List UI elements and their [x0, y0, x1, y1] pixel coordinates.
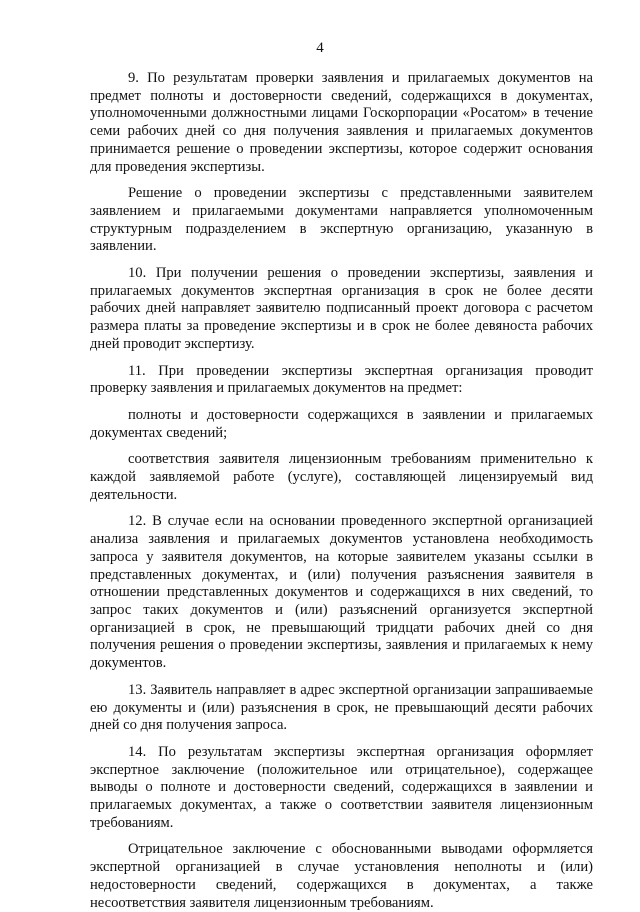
paragraph-11: 11. При проведении экспертизы экспертная организация проводит проверку заявления и прилагаемых документов на предмет:: [90, 362, 593, 397]
paragraph-14: 14. По результатам экспертизы экспертная организация оформляет экспертное заключение (положительное или отрицательное), содержащее выводы о полноте и достоверности сведений, содержащихся в заявлении и прилагаемых документах, а также о соответствии заявителя лицензионным требованиям.: [90, 743, 593, 831]
paragraph-9: 9. По результатам проверки заявления и прилагаемых документов на предмет полноты и достоверности сведений, содержащихся в документах, уполномоченными должностными лицами Госкорпорации «Росатом» в течение семи рабочих дней со дня получения заявления и прилагаемых документов принимается решение о проведении экспертизы, которое содержит основания для проведения экспертизы.: [90, 70, 593, 175]
paragraph-11-item-completeness: полноты и достоверности содержащихся в заявлении и прилагаемых документах сведений;: [90, 406, 593, 441]
page-number: 4: [316, 40, 324, 56]
paragraph-10: 10. При получении решения о проведении экспертизы, заявления и прилагаемых документов экспертная организация в срок не более десяти рабочих дней направляет заявителю подписанный проект договора с расчетом размера платы за проведение экспертизы и в срок не более девяноста рабочих дней проводит экспертизу.: [90, 265, 593, 352]
document-body: [90, 70, 593, 912]
paragraph-12: 12. В случае если на основании проведенного экспертной организацией анализа заявления и прилагаемых документов установлена необходимость запроса у заявителя документов, на которые заявителем указаны ссылки в представленных документах, и (или) получения разъяснения заявителя в отношении представленных документов и содержащихся в них сведений, то запрос таких документов и (или) разъяснений организуется экспертной организацией в срок, не превышающий тридцати рабочих дней со дня получения решения о проведении экспертизы, заявления и прилагаемых к нему документов.: [90, 513, 593, 672]
paragraph-11-item-compliance: соответствия заявителя лицензионным требованиям применительно к каждой заявляемой работе (услуге), составляющей лицензируемый вид деятельности.: [90, 451, 593, 503]
paragraph-14-negative: Отрицательное заключение с обоснованными выводами оформляется экспертной организацией в случае установления неполноты и (или) недостоверности сведений, содержащихся в документах, а также несоответствия заявителя лицензионным требованиям.: [90, 841, 593, 911]
paragraph-13: 13. Заявитель направляет в адрес экспертной организации запрашиваемые ею документы и (или) разъяснения в срок, не превышающий десяти рабочих дней со дня получения запроса.: [90, 681, 593, 734]
paragraph-9-decision: Решение о проведении экспертизы с представленными заявителем заявлением и прилагаемыми документами направляется уполномоченным структурным подразделением в экспертную организацию, указанную в заявлении.: [90, 185, 593, 255]
